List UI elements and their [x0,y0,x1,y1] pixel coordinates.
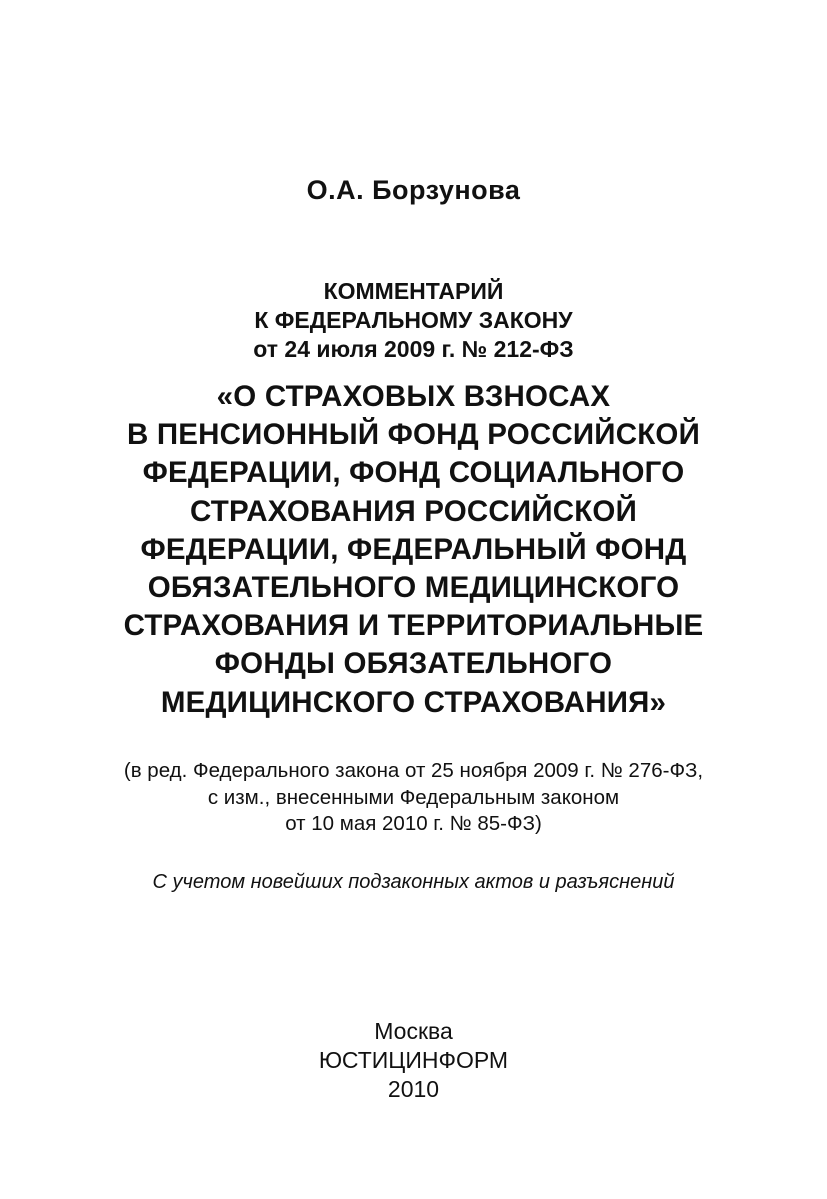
publication-year: 2010 [387,1076,440,1102]
law-title-line: ФОНДЫ ОБЯЗАТЕЛЬНОГО [214,647,613,681]
law-title-line: СТРАХОВАНИЯ И ТЕРРИТОРИАЛЬНЫЕ [123,609,704,643]
publisher-block [0,1017,827,1104]
commentary-line: К ФЕДЕРАЛЬНОМУ ЗАКОНУ [254,307,573,333]
law-title-line: «О СТРАХОВЫХ ВЗНОСАХ [216,380,611,413]
commentary-line: от 24 июля 2009 г. № 212-ФЗ [253,336,574,362]
subtitle-note: С учетом новейших подзаконных актов и разъяснений [152,871,675,893]
law-title [0,378,827,722]
law-title-line: ОБЯЗАТЕЛЬНОГО МЕДИЦИНСКОГО [147,571,680,605]
edition-note [0,758,827,838]
commentary-heading [0,277,827,364]
law-title-line: ФЕДЕРАЦИИ, ФЕДЕРАЛЬНЫЙ ФОНД [140,532,687,566]
author-name: О.А. Борзунова [306,175,521,205]
law-title-line: СТРАХОВАНИЯ РОССИЙСКОЙ [190,494,637,528]
commentary-line: КОММЕНТАРИЙ [323,278,504,304]
publisher-city: Москва [374,1018,453,1044]
publisher-name: ЮСТИЦИНФОРМ [318,1047,509,1073]
edition-line: от 10 мая 2010 г. № 85-ФЗ) [285,812,542,835]
law-title-line: МЕДИЦИНСКОГО СТРАХОВАНИЯ» [160,685,667,719]
edition-line: (в ред. Федерального закона от 25 ноября 2009 г. № 276-ФЗ, [123,759,704,782]
law-title-line: ФЕДЕРАЦИИ, ФОНД СОЦИАЛЬНОГО [142,456,685,490]
law-title-line: В ПЕНСИОННЫЙ ФОНД РОССИЙСКОЙ [127,418,700,452]
edition-line: с изм., внесенными Федеральным законом [207,785,620,809]
